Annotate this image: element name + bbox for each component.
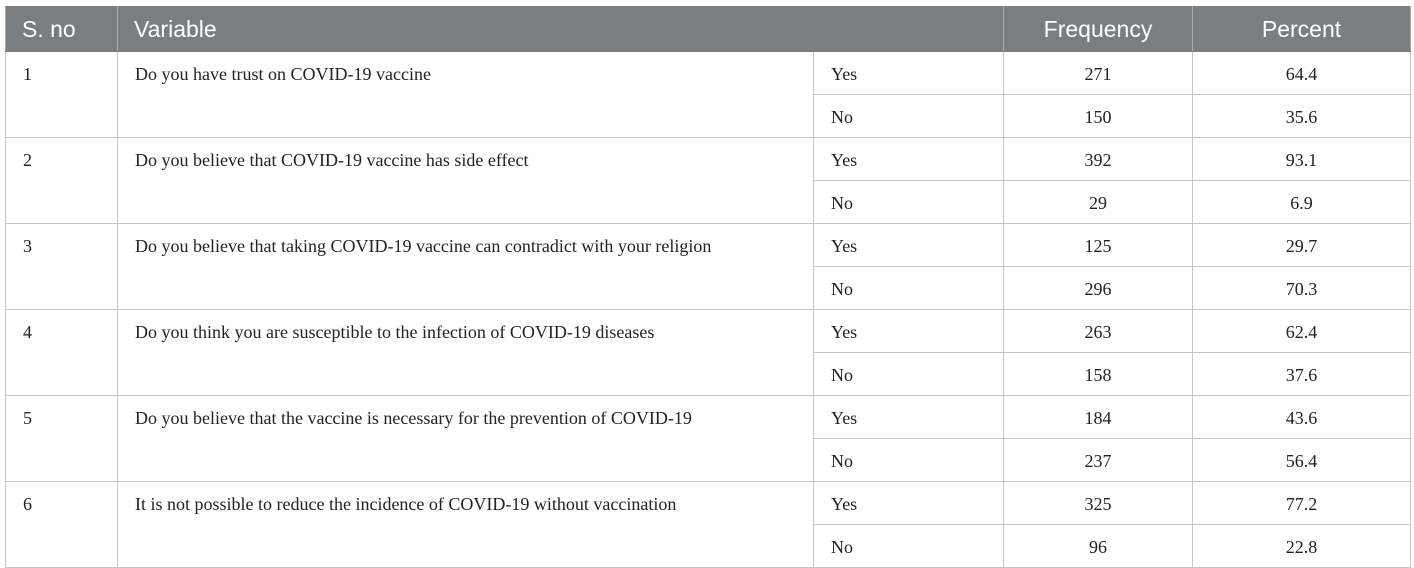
table-header [6, 7, 1411, 52]
percent-cell [1193, 52, 1411, 95]
answer-label: No [831, 365, 853, 385]
header-percent: Percent [1193, 7, 1411, 52]
frequency-value: 29 [1089, 193, 1107, 213]
answer-cell-yes [814, 52, 1004, 95]
answer-label: Yes [831, 494, 858, 514]
sno-value: 5 [23, 408, 32, 428]
table-row [6, 396, 1411, 439]
frequency-cell [1004, 267, 1193, 310]
sno-value: 2 [23, 150, 32, 170]
sno-value: 1 [23, 64, 32, 84]
variable-cell [118, 52, 814, 138]
frequency-cell [1004, 525, 1193, 568]
sno-cell [6, 396, 118, 482]
frequency-value: 271 [1084, 64, 1112, 84]
table-row [6, 52, 1411, 95]
frequency-value: 125 [1084, 236, 1112, 256]
percent-cell [1193, 353, 1411, 396]
percent-cell [1193, 224, 1411, 267]
variable-cell [118, 482, 814, 568]
variable-text: Do you believe that COVID-19 vaccine has side effect [135, 150, 529, 170]
table-row [6, 138, 1411, 181]
frequency-cell [1004, 482, 1193, 525]
answer-cell-no [814, 439, 1004, 482]
answer-cell-yes [814, 482, 1004, 525]
percent-cell [1193, 267, 1411, 310]
percent-cell [1193, 138, 1411, 181]
percent-value: 43.6 [1285, 408, 1318, 428]
table-row [6, 224, 1411, 267]
sno-cell [6, 482, 118, 568]
percent-value: 93.1 [1285, 150, 1318, 170]
header-row [6, 7, 1411, 52]
answer-cell-no [814, 181, 1004, 224]
frequency-value: 150 [1084, 107, 1112, 127]
percent-cell [1193, 482, 1411, 525]
survey-results-table [5, 6, 1411, 568]
percent-cell [1193, 310, 1411, 353]
sno-value: 3 [23, 236, 32, 256]
header-variable: Variable [118, 7, 1004, 52]
table-body [6, 52, 1411, 568]
percent-cell [1193, 95, 1411, 138]
frequency-value: 392 [1084, 150, 1112, 170]
answer-label: No [831, 451, 853, 471]
variable-text: Do you have trust on COVID-19 vaccine [135, 64, 431, 84]
frequency-cell [1004, 353, 1193, 396]
header-frequency: Frequency [1004, 7, 1193, 52]
frequency-value: 184 [1084, 408, 1112, 428]
percent-value: 64.4 [1285, 64, 1318, 84]
frequency-cell [1004, 138, 1193, 181]
frequency-cell [1004, 52, 1193, 95]
header-sno: S. no [6, 7, 118, 52]
variable-cell [118, 310, 814, 396]
answer-label: No [831, 279, 853, 299]
answer-cell-no [814, 95, 1004, 138]
percent-value: 62.4 [1285, 322, 1318, 342]
sno-cell [6, 224, 118, 310]
variable-cell [118, 138, 814, 224]
sno-value: 4 [23, 322, 32, 342]
percent-cell [1193, 181, 1411, 224]
frequency-value: 237 [1084, 451, 1112, 471]
answer-cell-yes [814, 310, 1004, 353]
percent-value: 6.9 [1290, 193, 1313, 213]
answer-label: No [831, 537, 853, 557]
answer-label: Yes [831, 236, 858, 256]
frequency-cell [1004, 310, 1193, 353]
answer-label: Yes [831, 322, 858, 342]
frequency-cell [1004, 95, 1193, 138]
frequency-value: 96 [1089, 537, 1107, 557]
frequency-cell [1004, 439, 1193, 482]
percent-value: 70.3 [1285, 279, 1318, 299]
variable-text: Do you believe that the vaccine is necessary for the prevention of COVID-19 [135, 408, 692, 428]
answer-cell-yes [814, 138, 1004, 181]
percent-cell [1193, 396, 1411, 439]
percent-value: 29.7 [1285, 236, 1318, 256]
answer-label: No [831, 193, 853, 213]
sno-cell [6, 310, 118, 396]
frequency-value: 158 [1084, 365, 1112, 385]
answer-label: Yes [831, 64, 858, 84]
frequency-cell [1004, 396, 1193, 439]
variable-cell [118, 224, 814, 310]
percent-value: 37.6 [1285, 365, 1318, 385]
percent-value: 77.2 [1285, 494, 1318, 514]
percent-cell [1193, 525, 1411, 568]
answer-cell-no [814, 525, 1004, 568]
frequency-cell [1004, 224, 1193, 267]
variable-text: It is not possible to reduce the incidence of COVID-19 without vaccination [135, 494, 677, 514]
answer-cell-no [814, 353, 1004, 396]
percent-value: 35.6 [1285, 107, 1318, 127]
sno-value: 6 [23, 494, 32, 514]
table-row [6, 310, 1411, 353]
percent-value: 56.4 [1285, 451, 1318, 471]
variable-cell [118, 396, 814, 482]
frequency-cell [1004, 181, 1193, 224]
answer-cell-yes [814, 224, 1004, 267]
frequency-value: 296 [1084, 279, 1112, 299]
answer-cell-no [814, 267, 1004, 310]
sno-cell [6, 138, 118, 224]
sno-cell [6, 52, 118, 138]
table-row [6, 482, 1411, 525]
frequency-value: 325 [1084, 494, 1112, 514]
answer-label: No [831, 107, 853, 127]
answer-cell-yes [814, 396, 1004, 439]
answer-label: Yes [831, 150, 858, 170]
variable-text: Do you believe that taking COVID-19 vaccine can contradict with your religion [135, 236, 712, 256]
frequency-value: 263 [1084, 322, 1112, 342]
percent-cell [1193, 439, 1411, 482]
variable-text: Do you think you are susceptible to the infection of COVID-19 diseases [135, 322, 655, 342]
answer-label: Yes [831, 408, 858, 428]
percent-value: 22.8 [1285, 537, 1318, 557]
